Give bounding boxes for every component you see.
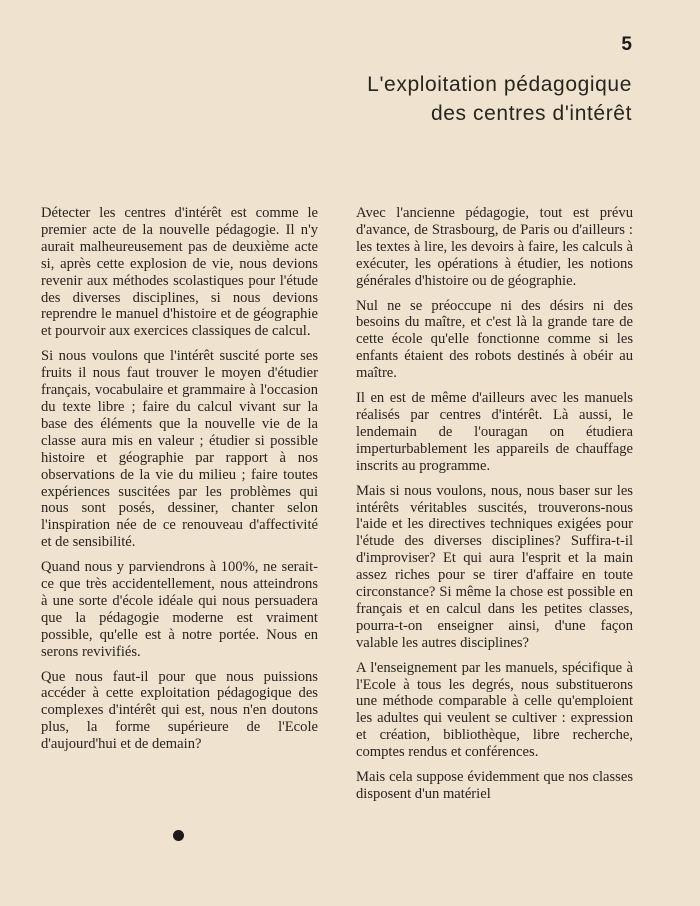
title-line-2: des centres d'intérêt [430, 102, 632, 125]
paragraph: Mais si nous voulons, nous, nous baser sur les intérêts véritables suscités, trouverons-nous l'aide et les directives techniques exigées pour l'étude des diverses disciplines? Suffira-t-il d'improviser? Et qui aura l'esprit et la main assez riches pour se tirer d'affaire en toute circonstance? Si même la chose est possible en français et en calcul dans les petites classes, pourra-t-on enseigner ainsi, d'une façon valable les autres disciplines? [356, 482, 633, 651]
paragraph: Il en est de même d'ailleurs avec les manuels réalisés par centres d'intérêt. Là aussi, le lendemain de l'ouragan on étudiera imperturbablement les appareils de chauffage inscrits au programme. [356, 390, 633, 474]
paragraph: Quand nous y parviendrons à 100%, ne serait-ce que très accidentellement, nous atteindrons à une sorte d'école idéale qui nous persuadera que la pédagogie moderne est vraiment possible, qu'elle est à notre portée. Nous en serons revivifiés. [41, 559, 318, 660]
section-end-bullet [173, 830, 184, 841]
title-line-1: L'exploitation pédagogique [367, 73, 632, 96]
page-number: 5 [621, 34, 632, 55]
right-column [356, 205, 633, 811]
paragraph: Nul ne se préoccupe ni des désirs ni des besoins du maître, et c'est là la grande tare de cette école qu'elle fonctionne comme si les enfants étaient des robots destinés à obéir au maître. [356, 297, 633, 382]
paragraph: Mais cela suppose évidemment que nos classes disposent d'un matériel [356, 769, 633, 802]
left-column [41, 205, 318, 761]
paragraph: A l'enseignement par les manuels, spécifique à l'Ecole à tous les degrés, nous substituerons une méthode comparable à celle qu'emploient les adultes qui veulent se cultiver : expression et création, bibliothèque, libre recherche, comptes rendus et conférences. [356, 659, 633, 761]
paragraph: Que nous faut-il pour que nous puissions accéder à cette exploitation pédagogique des complexes d'intérêt qui est, nous n'en doutons plus, la forme supérieure de l'Ecole d'aujourd'hui et de demain? [41, 668, 318, 753]
paragraph: Détecter les centres d'intérêt est comme le premier acte de la nouvelle pédagogie. Il n'y aurait malheureusement pas de deuxième acte si, après cette explosion de vie, nous devions revenir aux méthodes scolastiques pour l'étude des diverses disciplines, si nous devions reprendre le manuel d'histoire et de géographie et pourvoir aux exercices classiques de calcul. [41, 205, 318, 340]
page-title [367, 70, 632, 128]
paragraph: Avec l'ancienne pédagogie, tout est prévu d'avance, de Strasbourg, de Paris ou d'ailleurs : les textes à lire, les devoirs à faire, les calculs à exécuter, les opérations à étudier, les notions générales d'histoire ou de géographie. [356, 205, 633, 289]
paragraph: Si nous voulons que l'intérêt suscité porte ses fruits il nous faut trouver le moyen d'étudier français, vocabulaire et grammaire à l'occasion du texte libre ; faire du calcul vivant sur la base des éléments que la nouvelle vie de la classe aura mis en valeur ; étudier si possible histoire et géographie par rapport à nos observations de la vie du milieu ; faire toutes expériences suscitées par les problèmes qui nous sont posés, dessiner, chanter selon l'inspiration née de ce renouveau d'affectivité et de sensibilité. [41, 348, 318, 551]
